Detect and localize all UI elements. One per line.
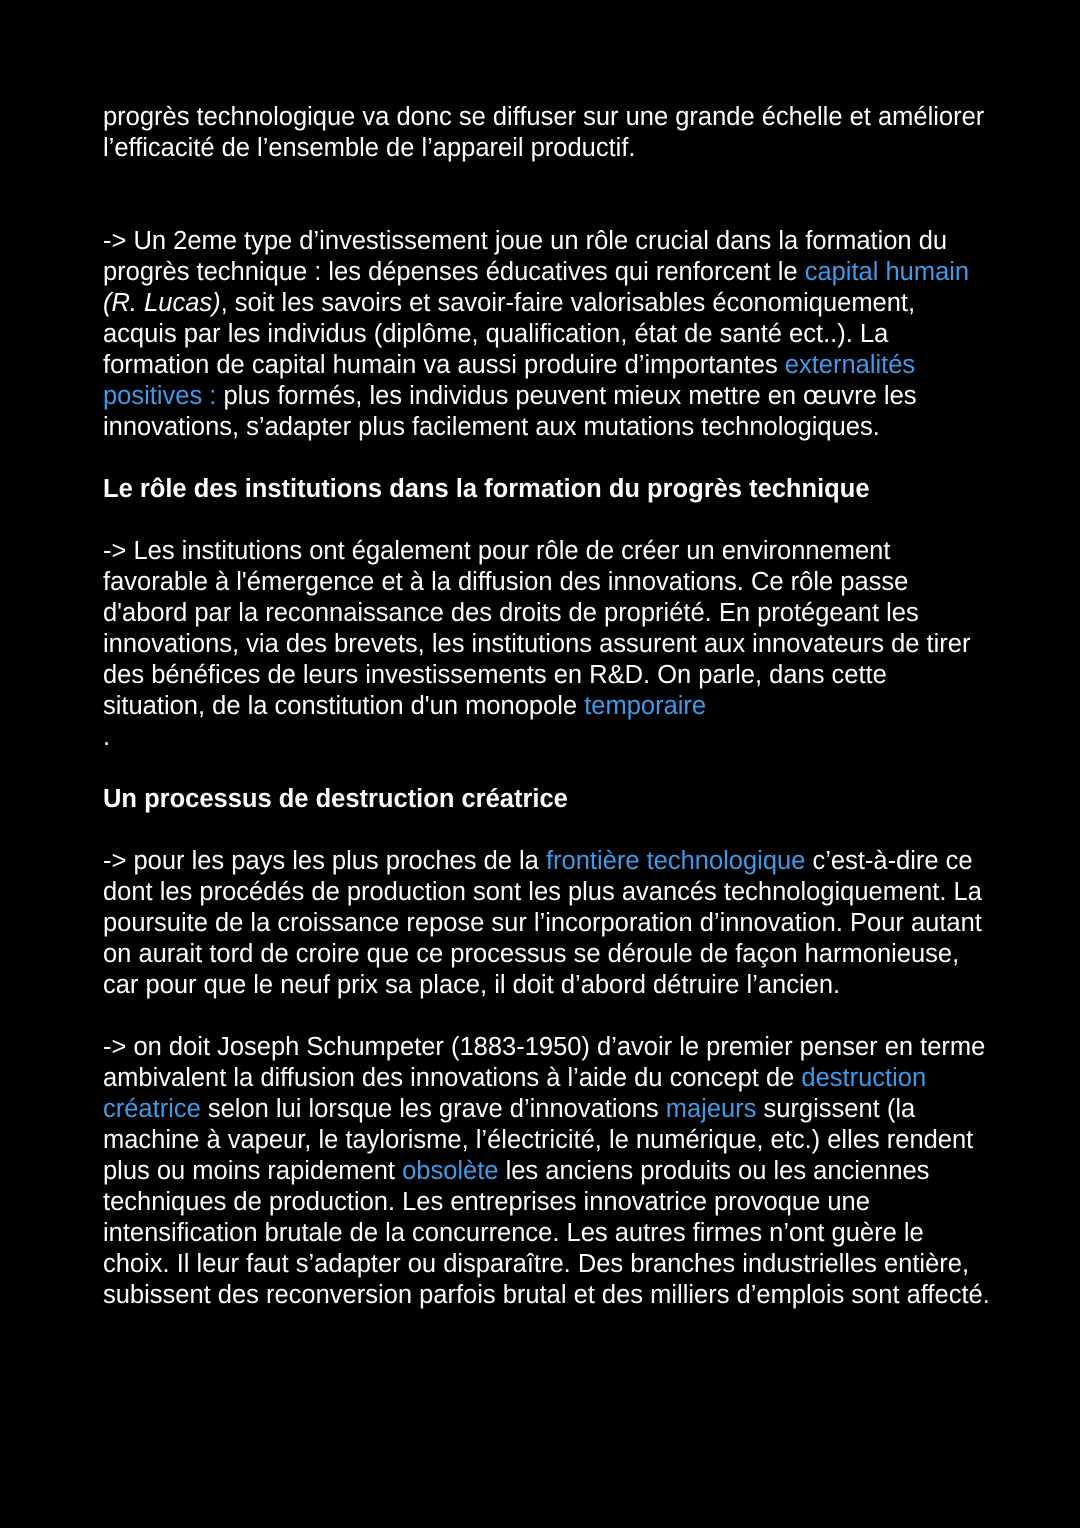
text-run: -> pour les pays les plus proches de la bbox=[103, 847, 546, 875]
highlight-capital-humain: capital humain bbox=[804, 258, 970, 286]
highlight-frontiere: frontière technologique bbox=[545, 847, 806, 875]
text-run: , soit les savoirs et savoir-faire valorisables économiquement, acquis par les individus (diplôme, qualification, état de santé ect..). La formation de capital humain va aussi produire d’importantes bbox=[103, 289, 916, 379]
paragraph-frontiere bbox=[103, 846, 993, 1001]
spacer bbox=[103, 1001, 993, 1032]
document-page bbox=[103, 102, 993, 1311]
highlight-externalites: externalités positives : bbox=[103, 351, 916, 410]
spacer bbox=[103, 753, 993, 784]
highlight-destruction-creatrice: destruction créatrice bbox=[103, 1064, 927, 1123]
highlight-majeurs: majeurs bbox=[665, 1095, 757, 1123]
paragraph-schumpeter bbox=[103, 1032, 993, 1311]
text-run: -> Un 2eme type d’investissement joue un rôle crucial dans la formation du progrès technique : les dépenses éducatives qui renforcent le bbox=[103, 227, 948, 286]
paragraph-intro-text: progrès technologique va donc se diffuser sur une grande échelle et améliorer l’efficacité de l’ensemble de l’appareil productif. bbox=[103, 103, 985, 162]
paragraph-institutions bbox=[103, 536, 993, 753]
section-heading-institutions: Le rôle des institutions dans la formation du progrès technique bbox=[103, 475, 870, 503]
spacer bbox=[103, 505, 993, 536]
spacer bbox=[103, 815, 993, 846]
text-run: . bbox=[103, 723, 111, 751]
text-run: surgissent (la machine à vapeur, le taylorisme, l’électricité, le numérique, etc.) elles rendent plus ou moins rapidement bbox=[103, 1095, 974, 1185]
text-run: plus formés, les individus peuvent mieux mettre en œuvre les innovations, s’adapter plus facilement aux mutations technologiques. bbox=[103, 382, 917, 441]
spacer bbox=[103, 443, 993, 474]
spacer bbox=[103, 164, 993, 226]
text-run: c’est-à-dire ce dont les procédés de production sont les plus avancés technologiquement. La poursuite de la croissance repose sur l’incorporation d’innovation. Pour autant on aurait tord de croire que ce processus se déroule de façon harmonieuse, car pour que le neuf prix sa place, il doit d’abord détruire l’ancien. bbox=[103, 847, 982, 999]
text-run: selon lui lorsque les grave d’innovations bbox=[200, 1095, 666, 1123]
text-run: -> Les institutions ont également pour rôle de créer un environnement favorable à l'émergence et à la diffusion des innovations. Ce rôle passe d'abord par la reconnaissance des droits de propriété. En protégeant les innovations, via des brevets, les institutions assurent aux innovateurs de tirer des bénéfices de leurs investissements en R&D. On parle, dans cette situation, de la constitution d'un monopole bbox=[103, 537, 971, 720]
section-heading-destruction: Un processus de destruction créatrice bbox=[103, 785, 568, 813]
highlight-obsolete: obsolète bbox=[402, 1157, 499, 1185]
text-run: les anciens produits ou les anciennes techniques de production. Les entreprises innovatrice provoque une intensification brutale de la concurrence. Les autres firmes n’ont guère le choix. Il leur faut s’adapter ou disparaître. Des branches industrielles entière, subissent des reconversion parfois brutal et des milliers d’emplois sont affecté. bbox=[103, 1157, 990, 1309]
citation-lucas: (R. Lucas) bbox=[103, 289, 221, 317]
highlight-temporaire: temporaire bbox=[584, 692, 707, 720]
text-run: -> on doit Joseph Schumpeter (1883-1950) d’avoir le premier penser en terme ambivalent la diffusion des innovations à l’aide du concept de bbox=[103, 1033, 986, 1092]
paragraph-intro bbox=[103, 102, 993, 164]
paragraph-capital-humain bbox=[103, 226, 993, 443]
